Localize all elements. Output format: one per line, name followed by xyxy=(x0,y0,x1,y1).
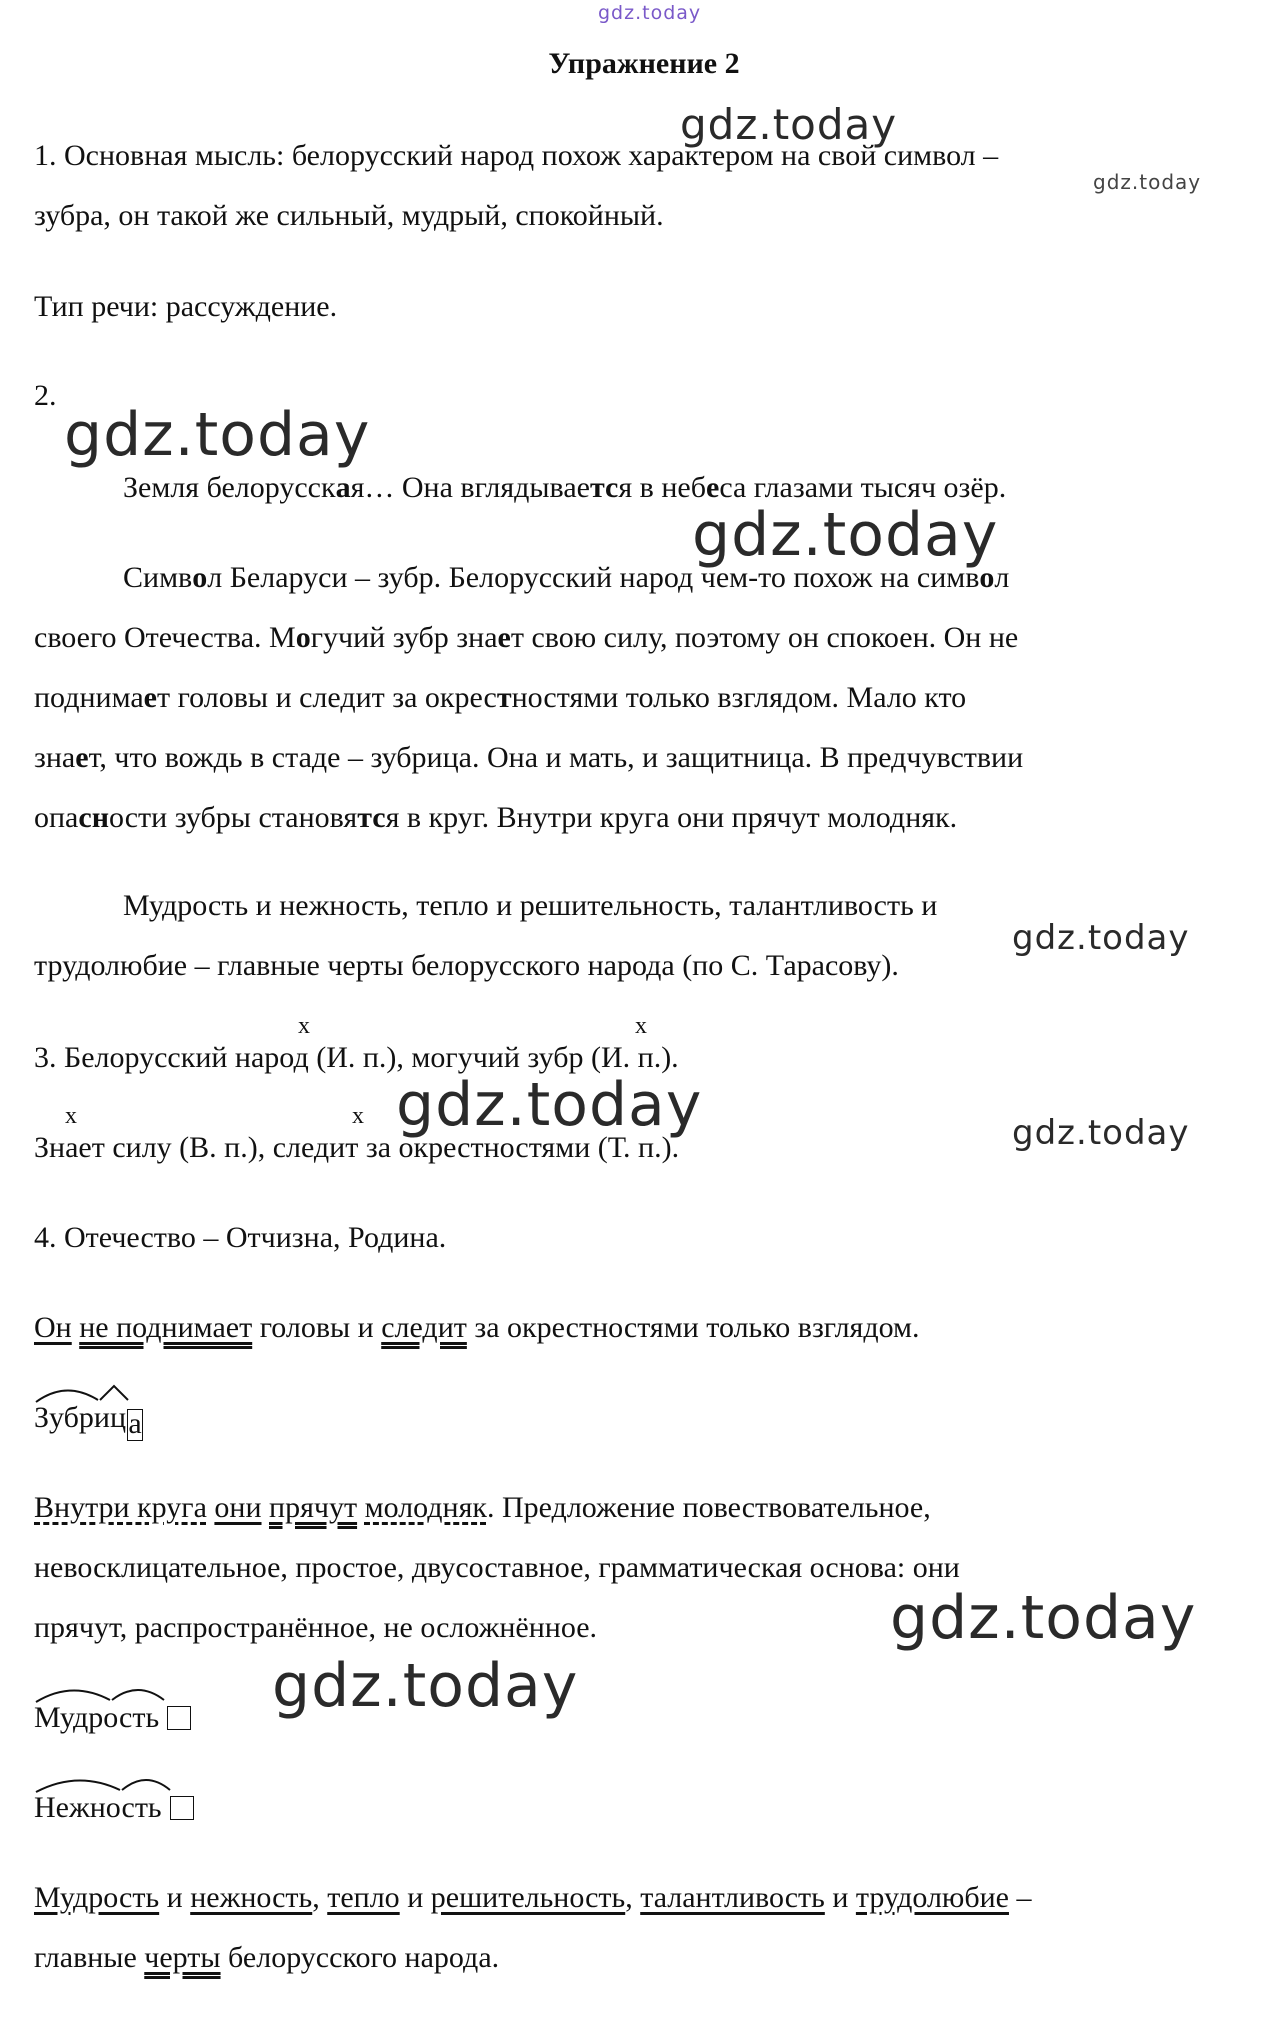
stress-mark: x xyxy=(352,1103,364,1129)
section-2-number: 2. xyxy=(34,379,57,412)
stress-mark: x xyxy=(635,1013,647,1039)
watermark: gdz.today xyxy=(64,400,371,470)
cases-line-2: Знает силу (В. п.), следит за окрестностями (Т. п.). xyxy=(34,1131,680,1164)
adverbial: Внутри круга xyxy=(34,1491,207,1524)
predicate: не поднимает xyxy=(79,1311,253,1344)
watermark: gdz.today xyxy=(272,1651,579,1721)
text-paragraph-2-line-3: поднимает головы и следит за окрестностями только взглядом. Мало кто xyxy=(34,681,967,714)
text-paragraph-2-line-2: своего Отечества. Могучий зубр знает свою силу, поэтому он спокоен. Он не xyxy=(34,621,1019,654)
zero-ending-box xyxy=(167,1706,191,1730)
root-suffix-arcs xyxy=(34,1684,184,1704)
text-paragraph-2-line-5: опасности зубры становятся в круг. Внутри круга они прячут молодняк. xyxy=(34,801,958,834)
parsed-sentence-1: Он не поднимает головы и следит за окрестностями только взглядом. xyxy=(34,1311,920,1344)
page-title: Упражнение 2 xyxy=(548,47,740,80)
watermark: gdz.today xyxy=(692,500,999,570)
subject: талантливость xyxy=(640,1881,825,1914)
root-suffix-arcs xyxy=(34,1384,164,1404)
sentence-2-description-line-3: прячут, распространённое, не осложнённое. xyxy=(34,1611,598,1644)
watermark: gdz.today xyxy=(1012,918,1190,958)
subject: решительность xyxy=(430,1881,626,1914)
predicate: следит xyxy=(381,1311,467,1344)
cases-line-1: 3. Белорусский народ (И. п.), могучий зубр (И. п.). xyxy=(34,1041,679,1074)
morpheme-parse-2 xyxy=(34,1700,191,1736)
watermark: gdz.today xyxy=(680,100,898,149)
text-paragraph-3-line-2: трудолюбие – главные черты белорусского народа (по С. Тарасову). xyxy=(34,949,899,982)
text-paragraph-2-line-4: знает, что вождь в стаде – зубрица. Она и мать, и защитница. В предчувствии xyxy=(34,741,1024,774)
main-idea-line-1: 1. Основная мысль: белорусский народ похож характером на свой символ – xyxy=(34,139,999,172)
subject: тепло xyxy=(327,1881,400,1914)
watermark-top: gdz.today xyxy=(598,2,702,24)
subject: они xyxy=(214,1491,262,1524)
parsed-sentence-3-line-1: Мудрость и нежность, тепло и решительность, талантливость и трудолюбие – xyxy=(34,1881,1032,1914)
word-zubritsa: Зубрица xyxy=(34,1400,143,1441)
text-paragraph-3-line-1: Мудрость и нежность, тепло и решительность, талантливость и xyxy=(123,889,938,922)
sentence-2-description-line-2: невосклицательное, простое, двусоставное, грамматическая основа: они xyxy=(34,1551,960,1584)
main-idea-line-2: зубра, он такой же сильный, мудрый, спокойный. xyxy=(34,199,664,232)
stress-mark: x xyxy=(298,1013,310,1039)
word-nezhnost: Нежность xyxy=(34,1790,194,1826)
word-mudrost: Мудрость xyxy=(34,1700,191,1736)
watermark: gdz.today xyxy=(396,1070,703,1140)
ending-box: а xyxy=(128,1407,142,1440)
synonyms-line: 4. Отечество – Отчизна, Родина. xyxy=(34,1221,447,1254)
morpheme-parse-3 xyxy=(34,1790,194,1826)
text-paragraph-1: Земля белорусская… Она вглядывается в небеса глазами тысяч озёр. xyxy=(123,471,1007,504)
morpheme-parse-1 xyxy=(34,1400,143,1441)
parsed-sentence-2: Внутри круга они прячут молодняк. Предложение повествовательное, xyxy=(34,1491,931,1524)
predicate: черты xyxy=(144,1941,221,1974)
stress-mark: x xyxy=(65,1103,77,1129)
parsed-sentence-3-line-2: главные черты белорусского народа. xyxy=(34,1941,500,1974)
object: молодняк xyxy=(364,1491,487,1524)
zero-ending-box xyxy=(170,1796,194,1820)
subject: нежность xyxy=(190,1881,313,1914)
watermark-small: gdz.today xyxy=(1093,170,1202,194)
watermark: gdz.today xyxy=(1012,1113,1190,1153)
subject: Он xyxy=(34,1311,72,1344)
root-suffix-arcs xyxy=(34,1774,184,1794)
speech-type: Тип речи: рассуждение. xyxy=(34,290,338,323)
text-paragraph-2-line-1: Символ Беларуси – зубр. Белорусский народ чем-то похож на символ xyxy=(123,561,1010,594)
watermark: gdz.today xyxy=(890,1583,1197,1653)
subject: Мудрость xyxy=(34,1881,160,1914)
predicate: прячут xyxy=(269,1491,358,1524)
subject: трудолюбие xyxy=(855,1881,1009,1914)
